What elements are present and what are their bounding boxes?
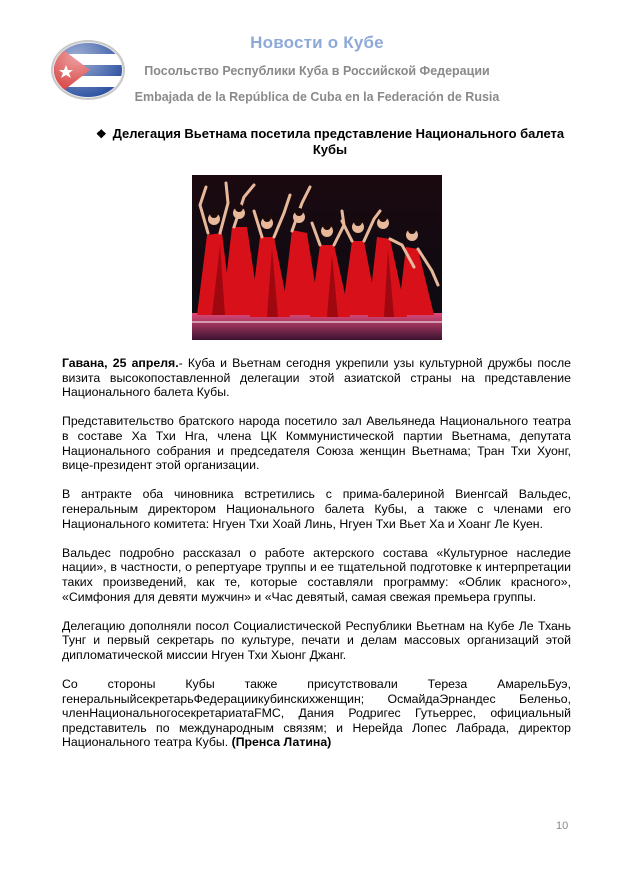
paragraph-1-text: - Куба и Вьетнам сегодня укрепили узы культурной дружбы после визита высокопоставленной делегации этой азиатской страны на представление Национального балета Кубы. [62, 356, 571, 400]
paragraph-3: В антракте оба чиновника встретились с прима-балериной Виенгсай Вальдес, генеральным директором Национального балета Кубы, а также с членами его Национального комитета: Нгуен Тхи Хоай Линь, Нгуен Тхи Вьет Ха и Хоанг Ле Куен. [62, 487, 571, 531]
ballet-dancers-photo-icon [192, 175, 442, 340]
paragraph-1 [62, 356, 571, 400]
diamond-bullet-icon: ❖ [95, 127, 107, 141]
dateline: Гавана, 25 апреля. [62, 356, 179, 370]
headline-line-2: Кубы [312, 142, 348, 157]
ballet-photo [192, 175, 442, 340]
paragraph-4: Вальдес подробно рассказал о работе актерского состава «Культурное наследие нации», в частности, о репертуаре труппы и ее тщательной подготовке к интерпретации таких произведений, как те, которые составляли программу: «Облик красного», «Симфония для девяти мужчин» и «Час девятый, самая свежая премьера группы. [62, 545, 571, 604]
article-headline [95, 126, 565, 158]
article-body [62, 356, 571, 765]
newsletter-title: Новости о Кубе [250, 33, 384, 52]
paragraph-6 [62, 677, 571, 750]
paragraph-2: Представительство братского народа посетило зал Авельянеда Национального театра в составе Ха Тхи Нга, члена ЦК Коммунистической партии Вьетнама, депутата Национального собрания и председателя Союза женщин Вьетнама; Тран Тхи Хуонг, вице-президент этой организации. [62, 414, 571, 473]
paragraph-6-text: Со стороны Кубы также присутствовали Тереза АмарельБуэ, генеральныйсекретарьФедерациикубинскихженщин; ОсмайдаЭрнандес Беленьо, членНациональногосекретариатаFMC, Дания Родригес Гутьеррес, официальный представитель по международным связям; и Нерейда Лопес Лабрада, директор Национального театра Кубы. [62, 677, 571, 750]
embassy-name-ru: Посольство Республики Куба в Российской Федерации [144, 64, 490, 78]
source-credit: (Пренса Латина) [231, 735, 332, 750]
headline-line-1: Делегация Вьетнама посетила представление Национального балета [112, 126, 565, 141]
embassy-name-es: Embajada de la República de Cuba en la Federación de Rusia [134, 90, 500, 104]
paragraph-5: Делегацию дополняли посол Социалистической Республики Вьетнам на Кубе Ле Тхань Тунг и первый секретарь по культуре, печати и делам массовых организаций этой дипломатической миссии Нгуен Тхи Хыонг Джанг. [62, 618, 571, 662]
page-number: 10 [556, 820, 569, 832]
